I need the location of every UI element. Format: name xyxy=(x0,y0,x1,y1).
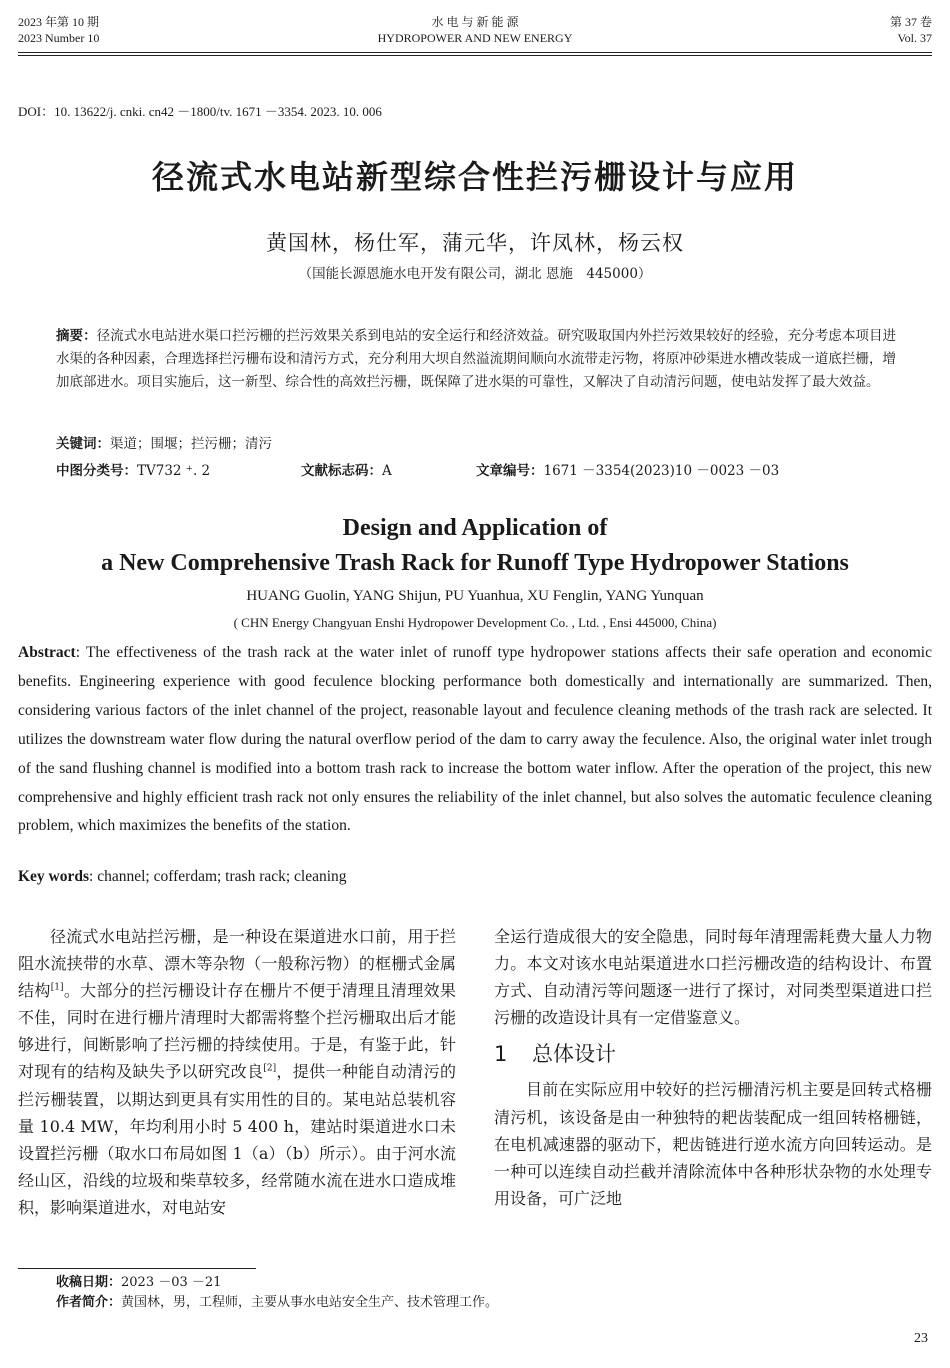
body-column-left xyxy=(18,923,456,1221)
issue-cn: 2023 年第 10 期 xyxy=(18,15,100,29)
issue-en: 2023 Number 10 xyxy=(18,31,100,45)
affiliation-en: ( CHN Energy Changyuan Enshi Hydropower Development Co. , Ltd. , Ensi 445000, China) xyxy=(233,615,717,630)
journal-name-header xyxy=(0,14,950,46)
page-title: 径流式水电站新型综合性拦污栅设计与应用 xyxy=(151,158,798,196)
author-bio-label: 作者简介： xyxy=(56,1295,122,1310)
journal-name-en: HYDROPOWER AND NEW ENERGY xyxy=(377,31,573,45)
authors-en: HUANG Guolin, YANG Shijun, PU Yuanhua, XU Fenglin, YANG Yunquan xyxy=(246,588,704,604)
abstract-en-label: Abstract xyxy=(18,644,76,661)
authors-cn: 黄国林，杨仕军，蒲元华，许凤林，杨云权 xyxy=(266,231,684,255)
abstract-en-text: : The effectiveness of the trash rack at the water inlet of runoff type hydropower stations affects their safe operation and economic benefits. Engineering experience with good feculence blocking performance both domestically and internationally are summarized. Then, considering various factors of the inlet channel of the project, reasonable layout and feculence cleaning methods of the trash rack are selected. It utilizes the downstream water flow during the natural overflow period of the dam to carry away the feculence. Also, the original water inlet trough of the sand flushing channel is modified into a bottom trash rack to increase the bottom water inflow. After the operation of the project, this new comprehensive and highly efficient trash rack not only ensures the reliability of the inlet channel, but also solves the automatic feculence cleaning problem, which maximizes the benefits of the station. xyxy=(18,644,932,835)
article-value: 1671 －3354(2023)10 －0023 －03 xyxy=(543,463,780,479)
header-rule-bottom xyxy=(18,55,932,56)
keywords-en-text: : channel; cofferdam; trash rack; cleaning xyxy=(89,868,347,885)
abstract-en xyxy=(18,639,932,841)
author-bio xyxy=(56,1294,498,1312)
body-paragraph xyxy=(18,923,456,1221)
body-column-right xyxy=(494,923,932,1212)
keywords-cn xyxy=(56,432,272,452)
page-number: 23 xyxy=(914,1331,928,1346)
volume-cn: 第 37 卷 xyxy=(889,15,932,29)
article-label: 文章编号： xyxy=(476,463,544,479)
section-title: 总体设计 xyxy=(532,1042,616,1067)
clc-code xyxy=(56,459,210,479)
body-text: 径流式水电站拦污栅，是一种设在渠道进水口前，用于拦阻水流挟带的水草、漂木等杂物（一般称污物）的框栅式金属结构 xyxy=(18,927,456,1001)
journal-name-cn: 水 电 与 新 能 源 xyxy=(431,15,519,29)
title-en-line2: a New Comprehensive Trash Rack for Runoff Type Hydropower Stations xyxy=(101,550,849,576)
title-en-line1: Design and Application of xyxy=(342,515,608,541)
keywords-cn-text: 渠道；围堰；拦污栅；清污 xyxy=(110,436,272,452)
volume-header xyxy=(890,14,932,46)
keywords-en xyxy=(18,868,347,886)
citation-ref-2[interactable]: [2] xyxy=(263,1064,277,1075)
clc-value: TV732 ⁺. 2 xyxy=(137,463,211,479)
doc-label: 文献标志码： xyxy=(301,463,382,479)
volume-en: Vol. 37 xyxy=(897,31,932,45)
body-paragraph: 目前在实际应用中较好的拦污栅清污机主要是回转式格栅清污机，该设备是由一种独特的耙齿装配成一组回转格栅链，在电机减速器的驱动下，耙齿链进行逆水流方向回转运动。是一种可以连续自动拦截并清除流体中各种形状杂物的水处理专用设备，可广泛地 xyxy=(494,1080,932,1208)
clc-label: 中图分类号： xyxy=(56,463,137,479)
received-label: 收稿日期： xyxy=(56,1275,122,1290)
doc-code xyxy=(301,459,392,479)
footnote-rule xyxy=(18,1268,256,1269)
section-heading xyxy=(494,1041,932,1068)
citation-ref-1[interactable]: [1] xyxy=(50,982,64,993)
body-text: 。大部分的拦污栅设计存在栅片不便于清理且清理效果不佳，同时在进行栅片清理时大都需将整个拦污栅取出后才能够进行，间断影响了拦污栅的持续使用。于是，有鉴于此，针对现有的结构及缺失予以研究改良 xyxy=(18,981,456,1082)
abstract-cn-label: 摘要： xyxy=(56,328,97,344)
author-bio-value: 黄国林，男，工程师，主要从事水电站安全生产、技术管理工作。 xyxy=(121,1295,499,1310)
section-number: 1 xyxy=(494,1042,508,1067)
doc-value: A xyxy=(382,463,392,479)
abstract-cn-text: 径流式水电站进水渠口拦污栅的拦污效果关系到电站的安全运行和经济效益。研究吸取国内外拦污效果较好的经验，充分考虑本项目进水渠的各种因素，合理选择拦污栅布设和清污方式，充分利用大坝自然溢流期间顺向水流带走污物，将原冲砂渠进水槽改装成一道底拦栅，增加底部进水。项目实施后，这一新型、综合性的高效拦污栅，既保障了进水渠的可靠性，又解决了自动清污问题，使电站发挥了最大效益。 xyxy=(56,328,897,390)
article-number xyxy=(476,459,779,479)
body-text: ，提供一种能自动清污的拦污栅装置，以期达到更具有实用性的目的。某电站总装机容量 10.4 MW，年均利用小时 5 400 h，建站时渠道进水口未设置拦污栅（取水口布局如图 1（a）（b）所示）。由于河水流经山区，沿线的垃圾和柴草较多，经常随水流在进水口造成堆积，影响渠道进水，对电站安 xyxy=(18,1062,456,1217)
received-value: 2023 －03 －21 xyxy=(121,1275,222,1290)
keywords-en-label: Key words xyxy=(18,868,90,885)
header-rule-top xyxy=(18,52,932,53)
doi: DOI：10. 13622/j. cnki. cn42 －1800/tv. 1671 －3354. 2023. 10. 006 xyxy=(18,104,382,119)
affiliation-cn: （国能长源恩施水电开发有限公司，湖北 恩施 445000） xyxy=(298,266,652,282)
received-date xyxy=(56,1274,221,1292)
body-paragraph: 全运行造成很大的安全隐患，同时每年清理需耗费大量人力物力。本文对该水电站渠道进水口拦污栅改造的结构设计、布置方式、自动清污等问题逐一进行了探讨，对同类型渠道进口拦污栅的改造设计具有一定借鉴意义。 xyxy=(494,927,932,1028)
abstract-cn xyxy=(56,325,896,394)
keywords-cn-label: 关键词： xyxy=(56,436,110,452)
